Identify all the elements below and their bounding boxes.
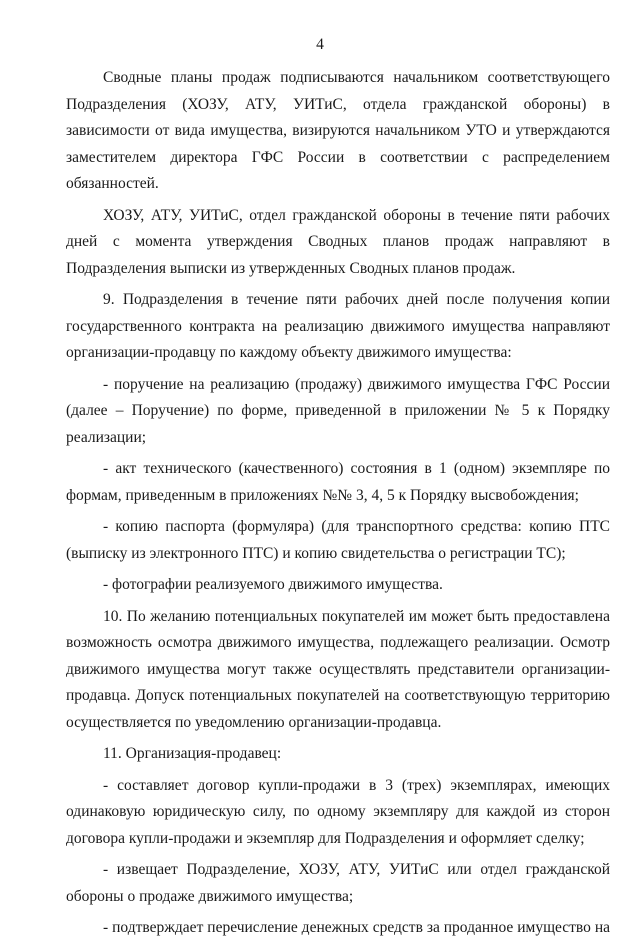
list-item-notify-sale: - извещает Подразделение, ХОЗУ, АТУ, УИТиС или отдел гражданской обороны о продаже движимого имущества;: [66, 861, 610, 905]
list-item-sales-contract: - составляет договор купли-продажи в 3 (трех) экземплярах, имеющих одинаковую юридическую силу, по одному экземпляру для каждой из сторон договора купли-продажи и экземпляр для Подразделения и оформляет сделку;: [66, 776, 610, 847]
document-body: [66, 65, 610, 947]
paragraph-item-10: 10. По желанию потенциальных покупателей им может быть предоставлена возможность осмотра движимого имущества, подлежащего реализации. Осмотр движимого имущества могут также осуществлять представители организации-продавца. Допуск потенциальных покупателей на соответствующую территорию осуществляется по уведомлению организации-продавца.: [66, 607, 610, 731]
list-item-technical-act: - акт технического (качественного) состояния в 1 (одном) экземпляре по формам, приведенным в приложениях №№ 3, 4, 5 к Порядку высвобождения;: [66, 460, 610, 504]
paragraph-summary-plans-extracts: ХОЗУ, АТУ, УИТиС, отдел гражданской обороны в течение пяти рабочих дней с момента утверждения Сводных планов продаж направляют в Подразделения выписки из утвержденных Сводных планов продаж.: [66, 206, 610, 277]
paragraph-item-9: 9. Подразделения в течение пяти рабочих дней после получения копии государственного контракта на реализацию движимого имущества направляют организации-продавцу по каждому объекту движимого имущества:: [66, 291, 610, 361]
list-item-assignment: - поручение на реализацию (продажу) движимого имущества ГФС России (далее – Поручение) по форме, приведенной в приложении № 5 к Порядку реализации;: [66, 375, 610, 446]
paragraph-item-11: 11. Организация-продавец:: [103, 745, 282, 762]
list-item-confirm-payment: - подтверждает перечисление денежных средств за проданное имущество на: [103, 919, 610, 936]
list-item-passport-copy: - копию паспорта (формуляра) (для транспортного средства: копию ПТС (выписку из электронного ПТС) и копию свидетельства о регистрации ТС);: [66, 518, 610, 562]
page-number: 4: [316, 36, 324, 53]
paragraph-summary-plans-signing: Сводные планы продаж подписываются начальником соответствующего Подразделения (ХОЗУ, АТУ, УИТиС, отдела гражданской обороны) в зависимости от вида имущества, визируются начальником УТО и утверждаются заместителем директора ГФС России в соответствии с распределением обязанностей.: [66, 69, 610, 192]
list-item-photos: - фотографии реализуемого движимого имущества.: [103, 576, 443, 593]
